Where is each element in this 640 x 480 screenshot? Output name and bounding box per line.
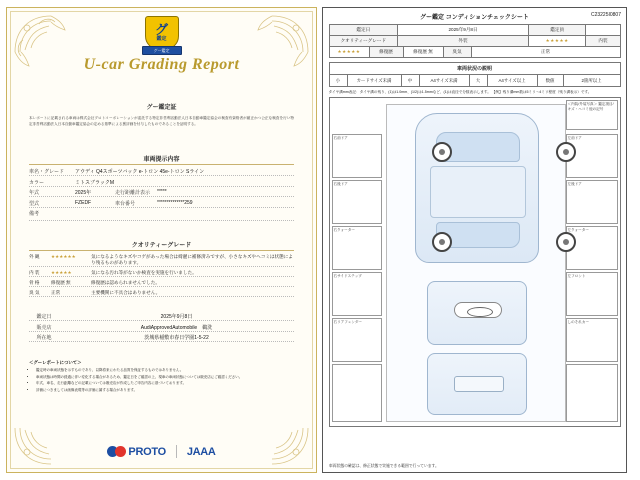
legend-cell: 小 (329, 75, 347, 87)
quality-text: 気になるようなキズやコゲがあった場合は綺麗に補修済みですが、小さなキズやヘコミは状態により残るものがあります。 (91, 254, 293, 265)
grading-report-certificate (6, 7, 317, 473)
meta-value-exterior: ★★★★★ (528, 36, 586, 47)
table-row (329, 47, 620, 58)
row-value-2: **************259 (157, 199, 193, 206)
brand-logos (7, 445, 316, 458)
panel-cell-left-3: 右クォーター (332, 226, 382, 270)
vehicle-row-remarks (29, 210, 294, 221)
quality-stars: ★★★★★★ (51, 254, 76, 259)
meta-value-smell: 正常 (471, 47, 620, 58)
meta-label-interior: 内装 (586, 36, 620, 47)
notes-title: ＜グーレポートについて＞ (29, 360, 82, 365)
certificate-blurb: 本レポートに記載される車両は株式会社プロトコーポレーションが委託する特定非営利活動法人日本自動車鑑定協会の検査有資格者が厳正かつ公正な検査を行い特定非営利活動法人日本自動車鑑定協会の定める基準による裏評価を付与したものであることを証明する。 (29, 116, 294, 126)
quality-key: 骨 格 (29, 280, 40, 285)
crest-ribbon (142, 46, 182, 55)
vehicle-row-name (29, 168, 294, 176)
note-item: • 年式、車名、走行距離などの記載については販売店が作成したご申告内容に基づいております。 (36, 381, 294, 386)
sheet-meta-table-2 (329, 46, 621, 58)
row-label: カラー (29, 179, 45, 186)
front-grille-icon (454, 302, 502, 318)
page-subtitle: グー鑑定証 (146, 105, 177, 111)
row-value: 茨城県稲敷市春日学園1-5-22 (144, 335, 209, 341)
meta-value-interior: ★★★★★ (329, 47, 369, 58)
legend-box: ＜内装/外装写真＞ 鑑定項目/キズ・ヘコミ他の記号 (566, 100, 618, 130)
proto-logo (107, 446, 165, 458)
row-label-2: 走行距離計表示 (115, 190, 151, 196)
corner-flourish-icon (11, 12, 85, 86)
proto-circle-red-icon (115, 446, 126, 457)
legend-cell: カードサイズ未満 (347, 75, 401, 87)
row-label: 鑑定日 (36, 314, 52, 320)
legend-cell: 中 (401, 75, 419, 87)
meta-value-date: 2025年9月8日 (398, 25, 529, 36)
row-value: 2025年9月8日 (160, 314, 193, 320)
crest-letter: グ (154, 22, 168, 37)
row-label: 車名・グレード (29, 169, 65, 175)
quality-grade-section (29, 240, 294, 300)
certificate-footer-info (29, 313, 294, 345)
row-value: 2025年 (75, 190, 92, 196)
panel-cell-right-2: 左後ドア (566, 180, 618, 224)
meta-label-repair: 修復歴 (369, 47, 403, 58)
car-front-view (427, 281, 527, 345)
table-row (329, 36, 620, 47)
note-item: • 車両状態は時間の経過に伴い変化する場合があるため、鑑定日をご確認の上、現車の車両状態については販売店にご確認ください。 (36, 375, 294, 380)
tire-note: タイヤ溝mm表記：タイヤ溝の残り、(1)は1.0mm、(1/2)は1.5mmなど、(1)は直径で分数表示します。 【例】残り溝mm数は5ミリ～4ミリ程度（残り溝表示）です。 (328, 90, 592, 94)
crest-kanji: 鑑定 (156, 36, 167, 42)
table-row (329, 25, 620, 36)
report-notes (29, 360, 294, 394)
panel-cell-right-3: 左クォーター (566, 226, 618, 270)
panel-cell-right-5: しのそれカー (566, 318, 618, 362)
quality-row-frame (29, 280, 294, 287)
guu-kantei-crest (145, 16, 179, 56)
quality-text: 主要機関に不具合はありません。 (91, 290, 161, 295)
row-value: AudiApprovedAutomobile 鵜洗 (140, 324, 213, 331)
sheet-meta-table (329, 24, 621, 47)
crest-ribbon-label: グー鑑定 (153, 48, 170, 53)
quality-text: 気になる汚れ等がないか検査を実施を行いました。 (91, 270, 197, 275)
row-label: 年式 (29, 190, 40, 196)
footer-row-address (29, 334, 294, 342)
meta-label-exterior: 外装 (398, 36, 529, 47)
jaaa-logo-text: JAAA (186, 445, 216, 458)
sheet-footer-note: 車両状態の確認は、修正状態で実施できる範囲で行っています。 (329, 464, 439, 468)
legend-cell: 数値 (537, 75, 563, 87)
row-label-2: 車台番号 (115, 200, 136, 207)
vehicle-damage-diagram (329, 97, 621, 427)
row-value-2: ***** (157, 189, 167, 195)
legend-cell: A4サイズ未満 (419, 75, 469, 87)
quality-row-smell (29, 290, 294, 297)
wheel-rear-right-icon (556, 232, 576, 252)
row-value: アウディ Q4スポーツバック e-トロン 45e-トロン Sライン (75, 169, 205, 175)
footer-row-date (29, 313, 294, 321)
condition-check-sheet (322, 7, 627, 473)
quality-text: 修復歴は認められませんでした。 (91, 280, 160, 285)
explain-title: 車両状況の説明 (329, 62, 621, 74)
row-label: 販売店 (36, 324, 52, 331)
panel-cell-right-4: 左フロント (566, 272, 618, 316)
quality-key: 外 観 (29, 254, 40, 259)
legend-cell: 2箇所以上 (563, 75, 620, 87)
note-item: • 評価につきましては画像表現等の評価に属する場合があります。 (36, 388, 294, 393)
panel-cell-right-6 (566, 364, 618, 422)
row-value: FZEDF (75, 199, 92, 206)
quality-key: 臭 気 (29, 290, 40, 295)
panel-cell-left-1: 右前ドア (332, 134, 382, 178)
quality-key: 内 装 (29, 270, 40, 275)
sheet-title: グー鑑定 コンディションチェックシート (420, 15, 529, 21)
wheel-rear-left-icon (432, 232, 452, 252)
meta-label-grade: クオリティーグレード (329, 36, 398, 47)
wheel-front-right-icon (556, 142, 576, 162)
meta-label-smell: 臭気 (443, 47, 471, 58)
quality-row-exterior (29, 254, 294, 267)
page-title: U-car Grading Report (83, 56, 240, 73)
quality-value: 修復歴 無 (51, 280, 71, 285)
vehicle-info-section (29, 154, 294, 224)
legend-cell: 大 (469, 75, 487, 87)
meta-value-repair: 修復歴 無 (403, 47, 443, 58)
explain-legend-table (329, 74, 621, 87)
row-label: 所在地 (36, 335, 52, 341)
vehicle-row-color (29, 179, 294, 187)
car-schematic-area (386, 104, 566, 422)
roof-shape (430, 166, 526, 218)
notes-list (29, 368, 294, 393)
corner-flourish-icon (238, 12, 312, 86)
note-item: • 鑑定時の車両状態を示すものであり、以降将来にわたる品質を保証するものではありません。 (36, 368, 294, 373)
quality-stars: ★★★★★ (51, 270, 72, 275)
panel-cell-left-4: 右サイドステップ (332, 272, 382, 316)
quality-row-interior (29, 270, 294, 277)
meta-label-date: 鑑定日 (329, 25, 398, 36)
car-rear-view (427, 353, 527, 415)
vehicle-row-year (29, 189, 294, 197)
panel-cell-left-6 (332, 364, 382, 422)
logo-divider (176, 445, 177, 458)
sheet-id: C23225I0807 (590, 12, 621, 18)
panel-cell-right-1: 左前ドア (566, 134, 618, 178)
vehicle-row-model (29, 200, 294, 208)
vehicle-section-title: 車両提示内容 (29, 154, 294, 165)
quality-section-title: クオリティーグレード (29, 240, 294, 251)
panel-cell-left-2: 右後ドア (332, 180, 382, 224)
row-label: 型式 (29, 200, 40, 207)
meta-value-inspector (586, 25, 620, 36)
legend-cell: A4サイズ以上 (487, 75, 537, 87)
panel-cell-left-5: 右リアフェンダー (332, 318, 382, 362)
table-row (329, 75, 620, 87)
meta-label-inspector: 鑑定員 (528, 25, 586, 36)
car-top-view (415, 113, 539, 263)
crest-shield (145, 16, 179, 50)
quality-value: 正常 (51, 290, 61, 295)
footer-row-dealer (29, 324, 294, 332)
wheel-front-left-icon (432, 142, 452, 162)
proto-logo-text: PROTO (128, 445, 166, 458)
row-value: ミトスブラックM (75, 179, 115, 186)
row-label: 備考 (29, 211, 40, 217)
